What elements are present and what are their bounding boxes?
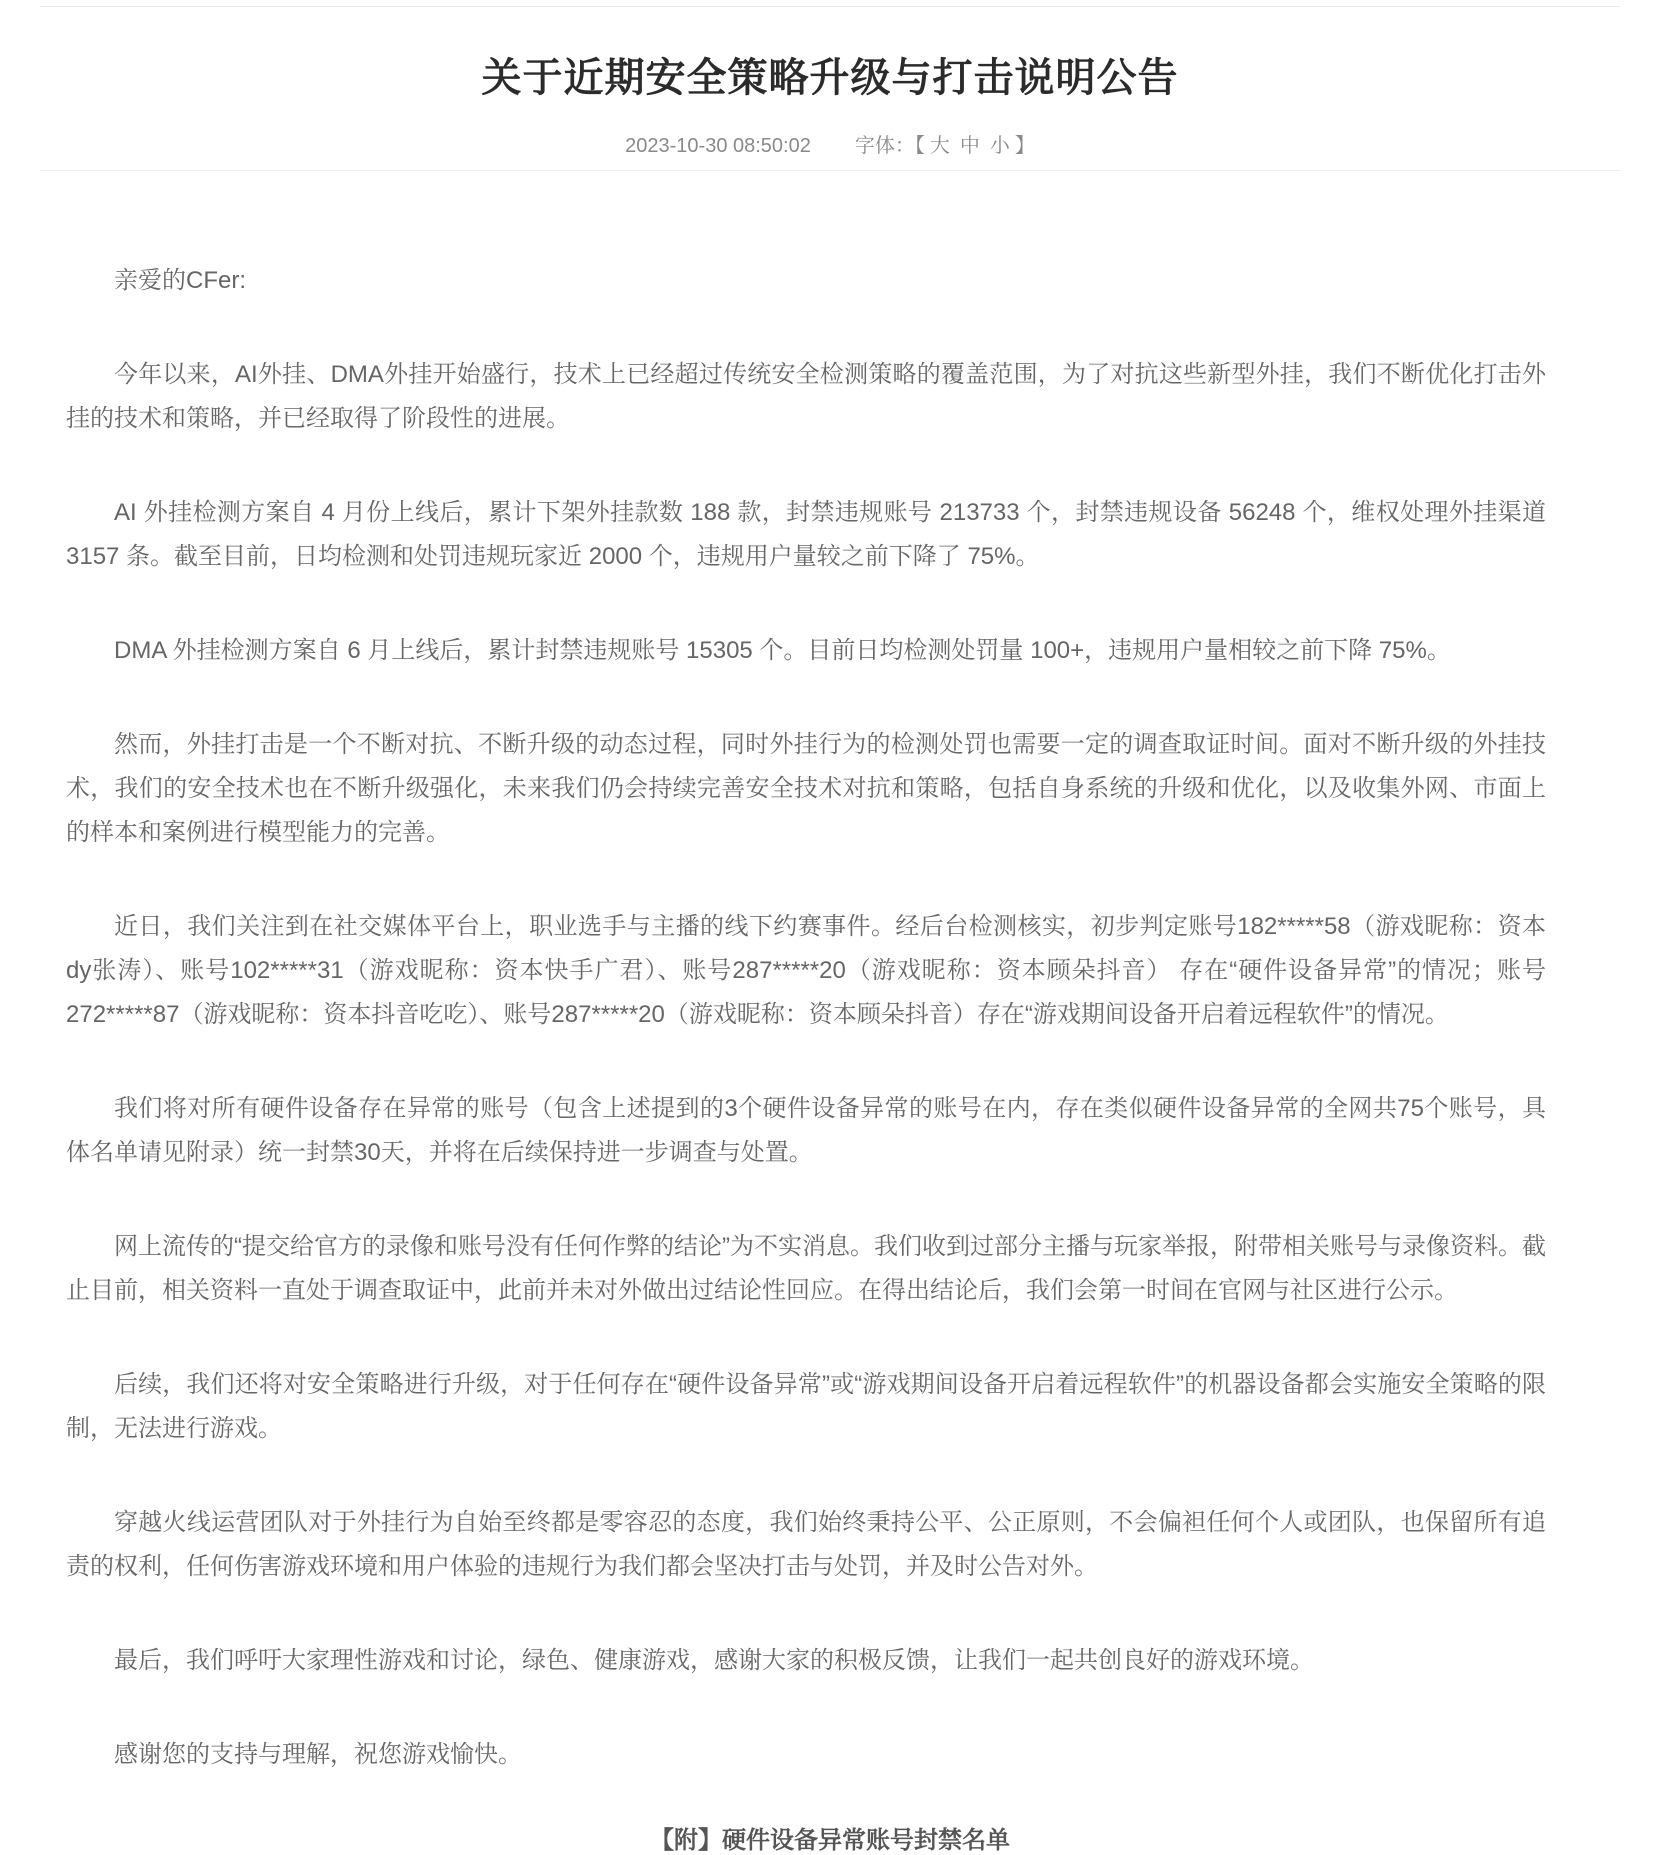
font-size-large-link[interactable]: 大 xyxy=(929,135,950,157)
announcement-header xyxy=(0,53,1660,159)
body-paragraph: 感谢您的支持与理解，祝您游戏愉快。 xyxy=(114,1741,522,1768)
font-size-medium-link[interactable]: 中 xyxy=(959,135,980,157)
bracket-open: 【 xyxy=(914,135,925,157)
bracket-close: 】 xyxy=(1014,135,1035,157)
page-title: 关于近期安全策略升级与打击说明公告 xyxy=(481,56,1179,100)
announcement-body xyxy=(66,171,1546,1855)
body-paragraph: 穿越火线运营团队对于外挂行为自始至终都是零容忍的态度，我们始终秉持公平、公正原则，不会偏袒任何个人或团队，也保留所有追责的权利，任何伤害游戏环境和用户体验的违规行为我们都会坚决打击与处罚，并及时公告对外。 xyxy=(66,1509,1546,1580)
body-paragraph: 近日，我们关注到在社交媒体平台上，职业选手与主播的线下约赛事件。经后台检测核实，初步判定账号182*****58（游戏昵称：资本dy张涛）、账号102*****31（游戏昵称：资本快手广君）、账号287*****20（游戏昵称：资本顾朵抖音） 存在“硬件设备异常”的情况；账号272*****87（游戏昵称：资本抖音吃吃）、账号287*****20（游戏昵称：资本顾朵抖音）存在“游戏期间设备开启着远程软件”的情况。 xyxy=(66,913,1546,1028)
body-paragraph: 今年以来，AI外挂、DMA外挂开始盛行，技术上已经超过传统安全检测策略的覆盖范围，为了对抗这些新型外挂，我们不断优化打击外挂的技术和策略，并已经取得了阶段性的进展。 xyxy=(66,361,1546,432)
body-paragraph: 网上流传的“提交给官方的录像和账号没有任何作弊的结论”为不实消息。我们收到过部分主播与玩家举报，附带相关账号与录像资料。截止目前，相关资料一直处于调查取证中，此前并未对外做出过结论性回应。在得出结论后，我们会第一时间在官网与社区进行公示。 xyxy=(66,1233,1546,1304)
top-divider xyxy=(40,6,1620,7)
body-paragraph: DMA 外挂检测方案自 6 月上线后，累计封禁违规账号 15305 个。目前日均检测处罚量 100+，违规用户量相较之前下降 75%。 xyxy=(114,637,1451,664)
appendix-heading: 【附】硬件设备异常账号封禁名单 xyxy=(650,1827,1010,1854)
font-size-label: 字体： xyxy=(854,135,915,157)
body-paragraph: 最后，我们呼吁大家理性游戏和讨论，绿色、健康游戏，感谢大家的积极反馈，让我们一起共创良好的游戏环境。 xyxy=(114,1647,1314,1674)
font-size-small-link[interactable]: 小 xyxy=(989,135,1010,157)
body-paragraph: 我们将对所有硬件设备存在异常的账号（包含上述提到的3个硬件设备异常的账号在内，存在类似硬件设备异常的全网共75个账号，具体名单请见附录）统一封禁30天，并将在后续保持进一步调查与处置。 xyxy=(66,1095,1546,1166)
greeting-line: 亲爱的CFer: xyxy=(114,267,246,294)
body-paragraph: 后续，我们还将对安全策略进行升级，对于任何存在“硬件设备异常”或“游戏期间设备开启着远程软件”的机器设备都会实施安全策略的限制，无法进行游戏。 xyxy=(66,1371,1546,1442)
body-paragraph: 然而，外挂打击是一个不断对抗、不断升级的动态过程，同时外挂行为的检测处罚也需要一定的调查取证时间。面对不断升级的外挂技术，我们的安全技术也在不断升级强化，未来我们仍会持续完善安全技术对抗和策略，包括自身系统的升级和优化，以及收集外网、市面上的样本和案例进行模型能力的完善。 xyxy=(66,731,1546,846)
publish-datetime: 2023-10-30 08:50:02 xyxy=(625,135,811,157)
meta-bar xyxy=(0,133,1660,159)
body-paragraph: AI 外挂检测方案自 4 月份上线后，累计下架外挂款数 188 款，封禁违规账号 213733 个，封禁违规设备 56248 个，维权处理外挂渠道 3157 条。截至目前，日均检测和处罚违规玩家近 2000 个，违规用户量较之前下降了 75%。 xyxy=(66,499,1546,570)
